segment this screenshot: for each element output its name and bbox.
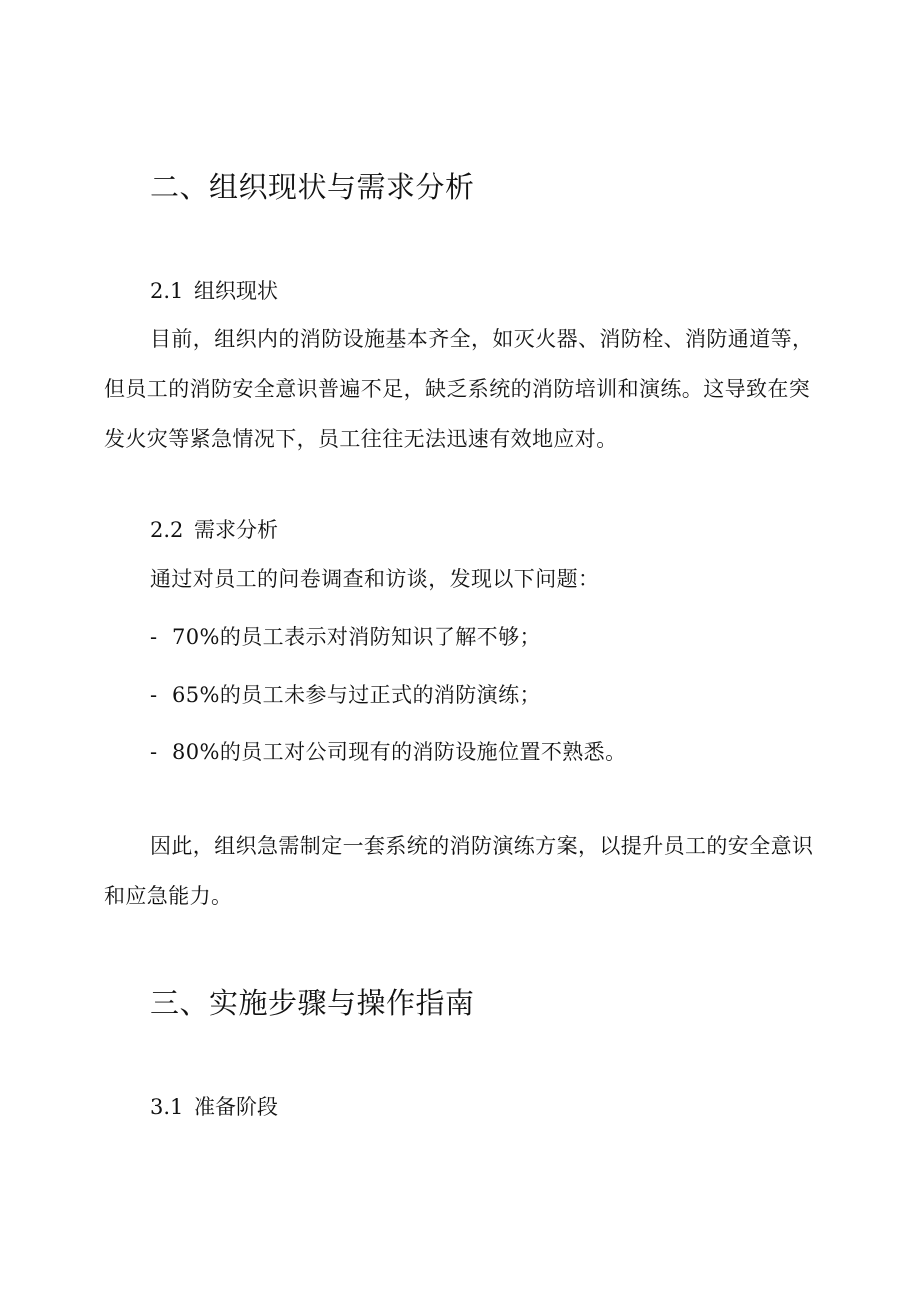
section-3-heading: 三、实施步骤与操作指南: [150, 986, 475, 1020]
subsection-3-1-title: 准备阶段: [194, 1095, 278, 1119]
list-item-text: 80%的员工对公司现有的消防设施位置不熟悉。: [172, 740, 627, 764]
list-item-text: 65%的员工未参与过正式的消防演练；: [172, 683, 541, 707]
list-item: [150, 680, 541, 710]
list-dash: -: [150, 625, 158, 649]
subsection-3-1-heading: [150, 1092, 278, 1122]
conclusion-paragraph: 因此，组织急需制定一套系统的消防演练方案，以提升员工的安全意识和应急能力。: [104, 834, 814, 908]
subsection-2-2-title: 需求分析: [194, 518, 278, 542]
subsection-2-2-number: 2.2: [150, 518, 184, 542]
list-item: [150, 622, 541, 652]
list-dash: -: [150, 740, 158, 764]
subsection-3-1-number: 3.1: [150, 1095, 184, 1119]
list-item: [150, 737, 626, 767]
list-dash: -: [150, 683, 158, 707]
subsection-2-1-title: 组织现状: [194, 279, 278, 303]
section-2-heading: 二、组织现状与需求分析: [150, 170, 475, 204]
current-status-paragraph: 目前，组织内的消防设施基本齐全，如灭火器、消防栓、消防通道等，但员工的消防安全意识普遍不足，缺乏系统的消防培训和演练。这导致在突发火灾等紧急情况下，员工往往无法迅速有效地应对。: [104, 327, 814, 451]
subsection-2-2-heading: [150, 515, 278, 545]
list-item-text: 70%的员工表示对消防知识了解不够；: [172, 625, 541, 649]
subsection-2-1-heading: [150, 276, 278, 306]
subsection-2-1-number: 2.1: [150, 279, 184, 303]
survey-intro: 通过对员工的问卷调查和访谈，发现以下问题：: [150, 567, 600, 591]
